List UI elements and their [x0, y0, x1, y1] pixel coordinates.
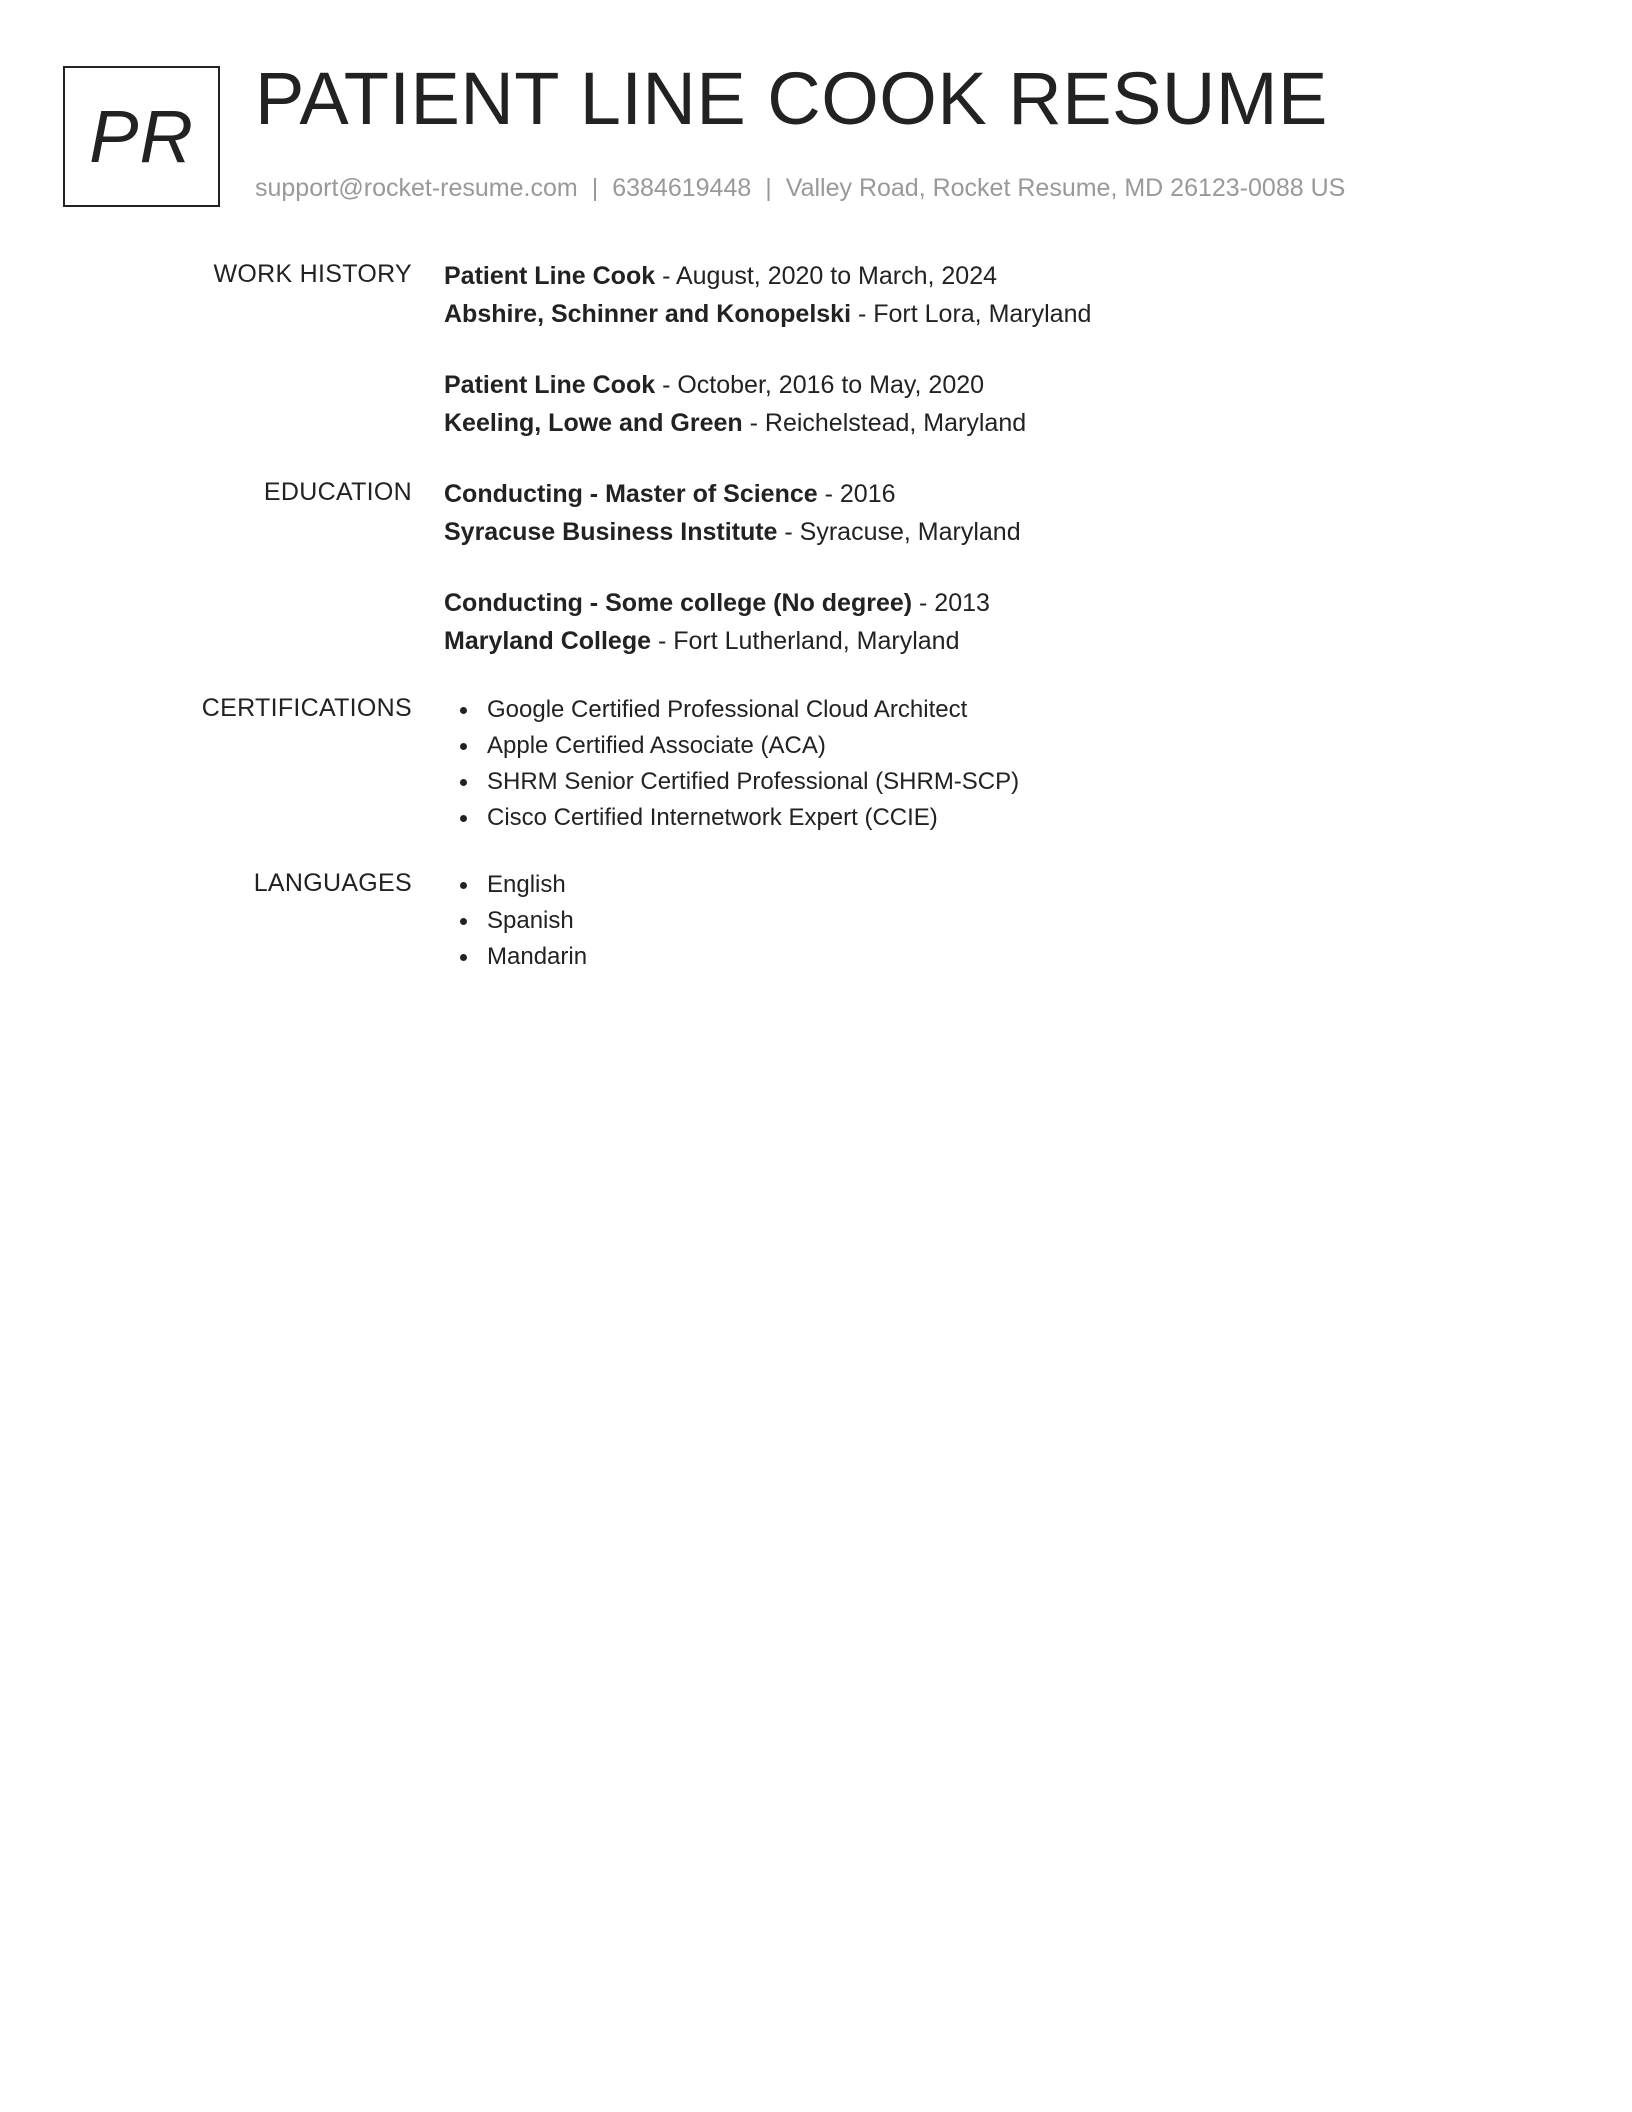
school-name: Maryland College [444, 627, 651, 655]
job-dates: - October, 2016 to May, 2020 [655, 371, 985, 399]
employer-location: - Reichelstead, Maryland [742, 409, 1027, 437]
degree: Conducting - Master of Science [444, 480, 818, 508]
education-entry [444, 584, 990, 660]
list-item: Mandarin [444, 939, 587, 975]
certifications-list [444, 692, 1019, 836]
education-entry [444, 475, 1021, 551]
contact-line [255, 174, 1345, 203]
list-item: SHRM Senior Certified Professional (SHRM-SCP) [444, 764, 1019, 800]
page-title: PATIENT LINE COOK RESUME [255, 57, 1328, 140]
list-item: English [444, 867, 587, 903]
employer-location: - Fort Lora, Maryland [851, 300, 1092, 328]
work-entry [444, 257, 1091, 333]
list-item: Google Certified Professional Cloud Architect [444, 692, 1019, 728]
contact-separator: | [765, 174, 772, 202]
work-entry [444, 366, 1026, 442]
section-label-education: EDUCATION [263, 478, 412, 506]
section-label-certifications: CERTIFICATIONS [201, 694, 412, 722]
graduation-year: - 2013 [912, 589, 990, 617]
section-label-work-history: WORK HISTORY [213, 260, 412, 288]
list-item: Cisco Certified Internetwork Expert (CCIE) [444, 800, 1019, 836]
degree: Conducting - Some college (No degree) [444, 589, 913, 617]
graduation-year: - 2016 [817, 480, 896, 508]
school-location: - Fort Lutherland, Maryland [651, 627, 960, 655]
contact-separator: | [591, 174, 599, 202]
contact-email: support@rocket-resume.com [255, 174, 578, 202]
languages-list [444, 867, 587, 975]
employer-name: Abshire, Schinner and Konopelski [444, 300, 852, 328]
section-label-languages: LANGUAGES [253, 869, 412, 897]
job-title: Patient Line Cook [444, 371, 656, 399]
contact-phone: 6384619448 [612, 174, 752, 202]
school-name: Syracuse Business Institute [444, 518, 778, 546]
monogram-logo: PR [63, 66, 220, 207]
contact-address: Valley Road, Rocket Resume, MD 26123-0088 US [785, 174, 1346, 202]
employer-name: Keeling, Lowe and Green [444, 409, 743, 437]
job-title: Patient Line Cook [444, 262, 656, 290]
school-location: - Syracuse, Maryland [777, 518, 1021, 546]
list-item: Apple Certified Associate (ACA) [444, 728, 1019, 764]
list-item: Spanish [444, 903, 587, 939]
job-dates: - August, 2020 to March, 2024 [655, 262, 998, 290]
